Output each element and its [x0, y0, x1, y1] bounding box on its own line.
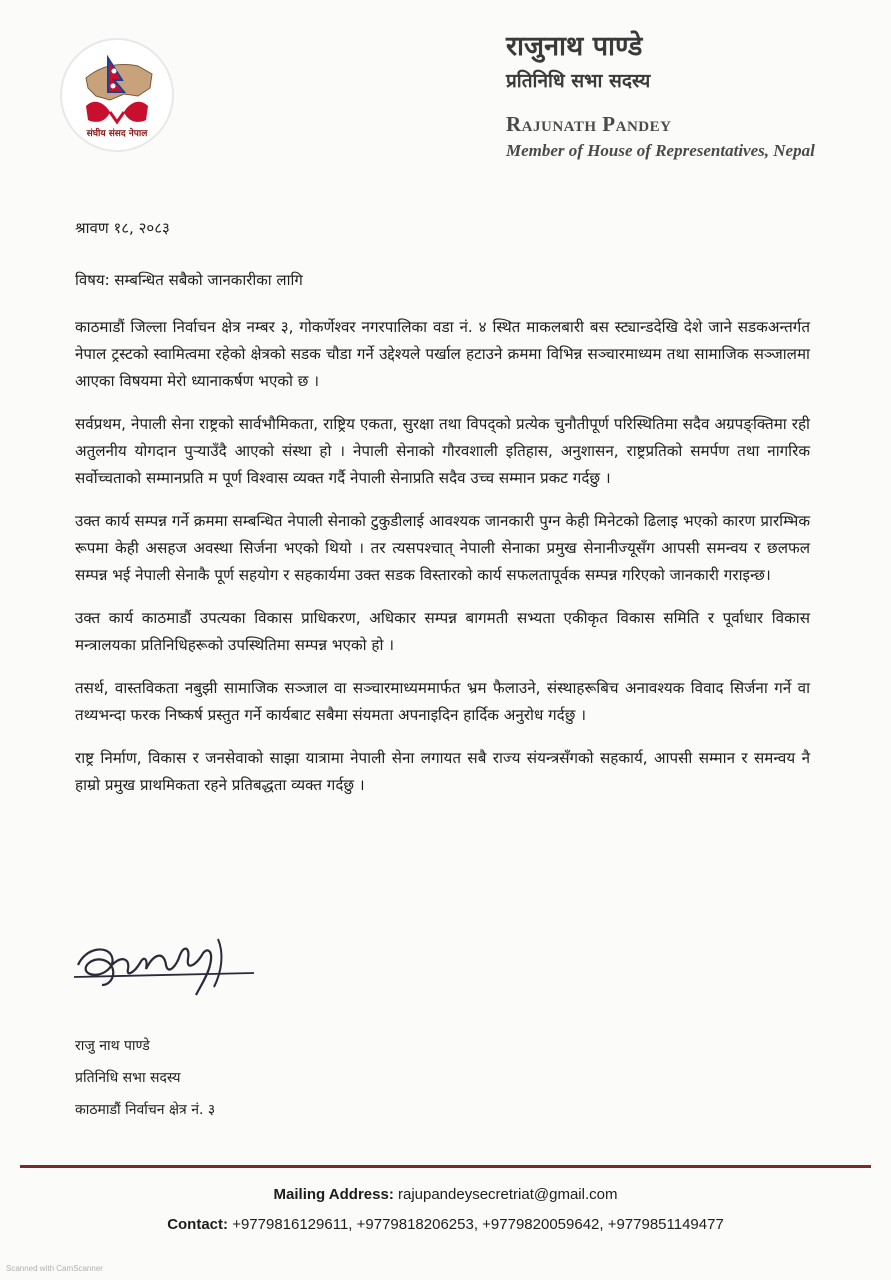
title-english: Member of House of Representatives, Nepal [506, 141, 815, 160]
mailing-address [0, 1182, 891, 1208]
logo-caption: संघीय संसद नेपाल [86, 129, 148, 139]
mailing-email[interactable]: rajupandeysecretriat@gmail.com [397, 1186, 618, 1203]
title-nepali: प्रतिनिधि सभा सदस्य [506, 70, 651, 92]
body-paragraph: उक्त कार्य सम्पन्न गर्ने क्रममा सम्बन्धित नेपाली सेनाको टुकुडीलाई आवश्यक जानकारी पुग्न केही मिनेटको ढिलाइ भएको कारण प्रारम्भिक रूपमा केही असहज अवस्था सिर्जना भएको थियो । तर त्यसपश्चात् नेपाली सेनाका प्रमुख सेनानीज्यूसँग आपसी समन्वय र छलफल सम्पन्न भई नेपाली सेनाकै पूर्ण सहयोग र सहकार्यमा उक्त सडक विस्तारको कार्य सफलतापूर्वक सम्पन्न गरिएको जानकारी गराइन्छ। [75, 512, 810, 584]
parliament-logo [58, 36, 176, 154]
body-paragraph: सर्वप्रथम, नेपाली सेना राष्ट्रको सार्वभौमिकता, राष्ट्रिय एकता, सुरक्षा तथा विपद्को प्रत्येक चुनौतीपूर्ण परिस्थितिमा सदैव अग्रपङ्क्तिमा रही अतुलनीय योगदान पुऱ्याउँदै आएको संस्था हो । नेपाली सेनाको गौरवशाली इतिहास, अनुशासन, राष्ट्रप्रतिको समर्पण तथा नागरिक सर्वोच्चताको सम्मानप्रति म पूर्ण विश्वास व्यक्त गर्दै नेपाली सेनाप्रति सदैव उच्च सम्मान प्रकट गर्दछु । [75, 415, 810, 487]
body-paragraph: राष्ट्र निर्माण, विकास र जनसेवाको साझा यात्रामा नेपाली सेना लगायत सबै राज्य संयन्त्रसँगको सहकार्य, आपसी सम्मान र समन्वय नै हाम्रो प्रमुख प्राथमिकता रहने प्रतिबद्धता व्यक्त गर्दछु । [75, 749, 810, 794]
name-english: Rajunath Pandey [506, 112, 672, 136]
body-paragraph: तसर्थ, वास्तविकता नबुझी सामाजिक सञ्जाल वा सञ्चारमाध्यममार्फत भ्रम फैलाउने, संस्थाहरूबिच अनावश्यक विवाद सिर्जना गर्ने वा तथ्यभन्दा फरक निष्कर्ष प्रस्तुत गर्ने कार्यबाट सबैमा संयमता अपनाइदिन हार्दिक अनुरोध गर्दछु । [75, 679, 810, 724]
handwritten-signature [68, 925, 258, 1015]
name-nepali: राजुनाथ पाण्डे [506, 31, 643, 62]
signer-block [75, 1030, 215, 1126]
footer [0, 1182, 891, 1238]
letter-body [75, 314, 810, 815]
letter-date: श्रावण १८, २०८३ [75, 219, 170, 237]
body-paragraph: उक्त कार्य काठमाडौं उपत्यका विकास प्राधिकरण, अधिकार सम्पन्न बागमती सभ्यता एकीकृत विकास समिति र पूर्वाधार विकास मन्त्रालयका प्रतिनिधिहरूको उपस्थितिमा सम्पन्न भएको हो । [75, 609, 810, 654]
contact-numbers [0, 1212, 891, 1238]
signer-name: राजु नाथ पाण्डे [75, 1038, 150, 1054]
letterhead-identity [506, 30, 866, 161]
mailing-label: Mailing Address: [273, 1186, 394, 1203]
signer-title: प्रतिनिधि सभा सदस्य [75, 1070, 181, 1086]
contact-label: Contact: [167, 1216, 229, 1233]
scanner-watermark: Scanned with CamScanner [6, 1264, 103, 1273]
letter-subject: विषय: सम्बन्धित सबैको जानकारीका लागि [75, 271, 303, 289]
contact-phones: +9779816129611, +9779818206253, +9779820059642, +9779851149477 [232, 1216, 724, 1233]
signer-constituency: काठमाडौं निर्वाचन क्षेत्र नं. ३ [75, 1102, 216, 1118]
body-paragraph: काठमाडौं जिल्ला निर्वाचन क्षेत्र नम्बर ३, गोकर्णेश्वर नगरपालिका वडा नं. ४ स्थित माकलबारी बस स्ट्यान्डदेखि देशे जाने सडकअन्तर्गत नेपाल ट्रस्टको स्वामित्वमा रहेको क्षेत्रको सडक चौडा गर्ने उद्देश्यले पर्खाल हटाउने क्रममा विभिन्न सञ्चारमाध्यम तथा सामाजिक सञ्जालमा आएका विषयमा मेरो ध्यानाकर्षण भएको छ । [75, 318, 810, 390]
footer-divider [20, 1165, 871, 1168]
